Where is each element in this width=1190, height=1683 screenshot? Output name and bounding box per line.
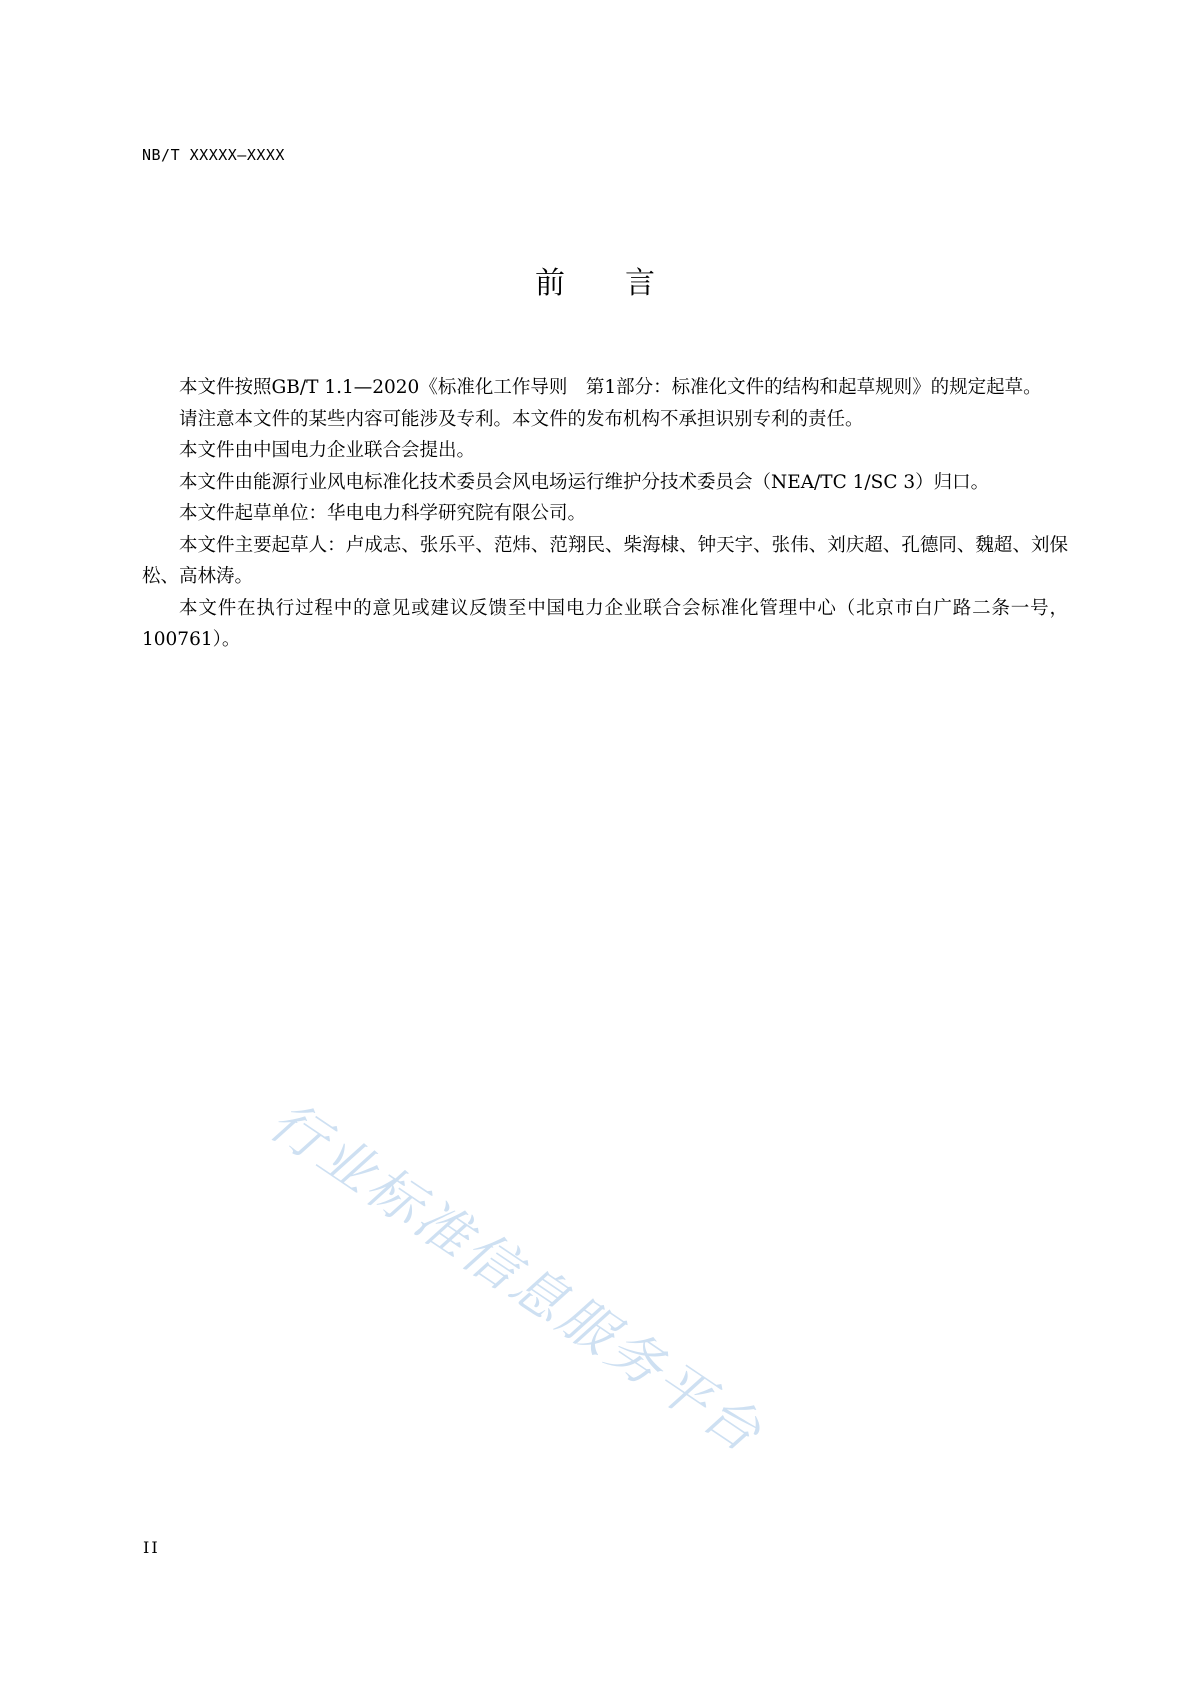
paragraph-proposer: 本文件由中国电力企业联合会提出。: [179, 440, 476, 461]
paragraph-patent-notice: 请注意本文件的某些内容可能涉及专利。本文件的发布机构不承担识别专利的责任。: [179, 408, 864, 430]
standard-code: NB/T XXXXX—XXXX: [142, 146, 285, 164]
watermark: 行业标准信息服务平台: [258, 1089, 775, 1466]
foreword-body: [142, 372, 1068, 656]
paragraph-feedback: 本文件在执行过程中的意见或建议反馈至中国电力企业联合会标准化管理中心（北京市白广路二条一号，100761）。: [142, 597, 1068, 650]
paragraph-drafting-rules: 本文件按照GB/T 1.1—2020《标准化工作导则 第1部分：标准化文件的结构和起草规则》的规定起草。: [179, 377, 1042, 398]
paragraph-committee: 本文件由能源行业风电标准化技术委员会风电场运行维护分技术委员会（NEA/TC 1/SC 3）归口。: [179, 471, 990, 493]
paragraph-drafting-unit: 本文件起草单位：华电电力科学研究院有限公司。: [179, 503, 587, 524]
paragraph-drafters: 本文件主要起草人：卢成志、张乐平、范炜、范翔民、柴海棣、钟天宇、张伟、刘庆超、孔德同、魏超、刘保松、高林涛。: [142, 534, 1068, 587]
page-title: 前言: [535, 266, 715, 301]
page-number: II: [143, 1538, 160, 1557]
